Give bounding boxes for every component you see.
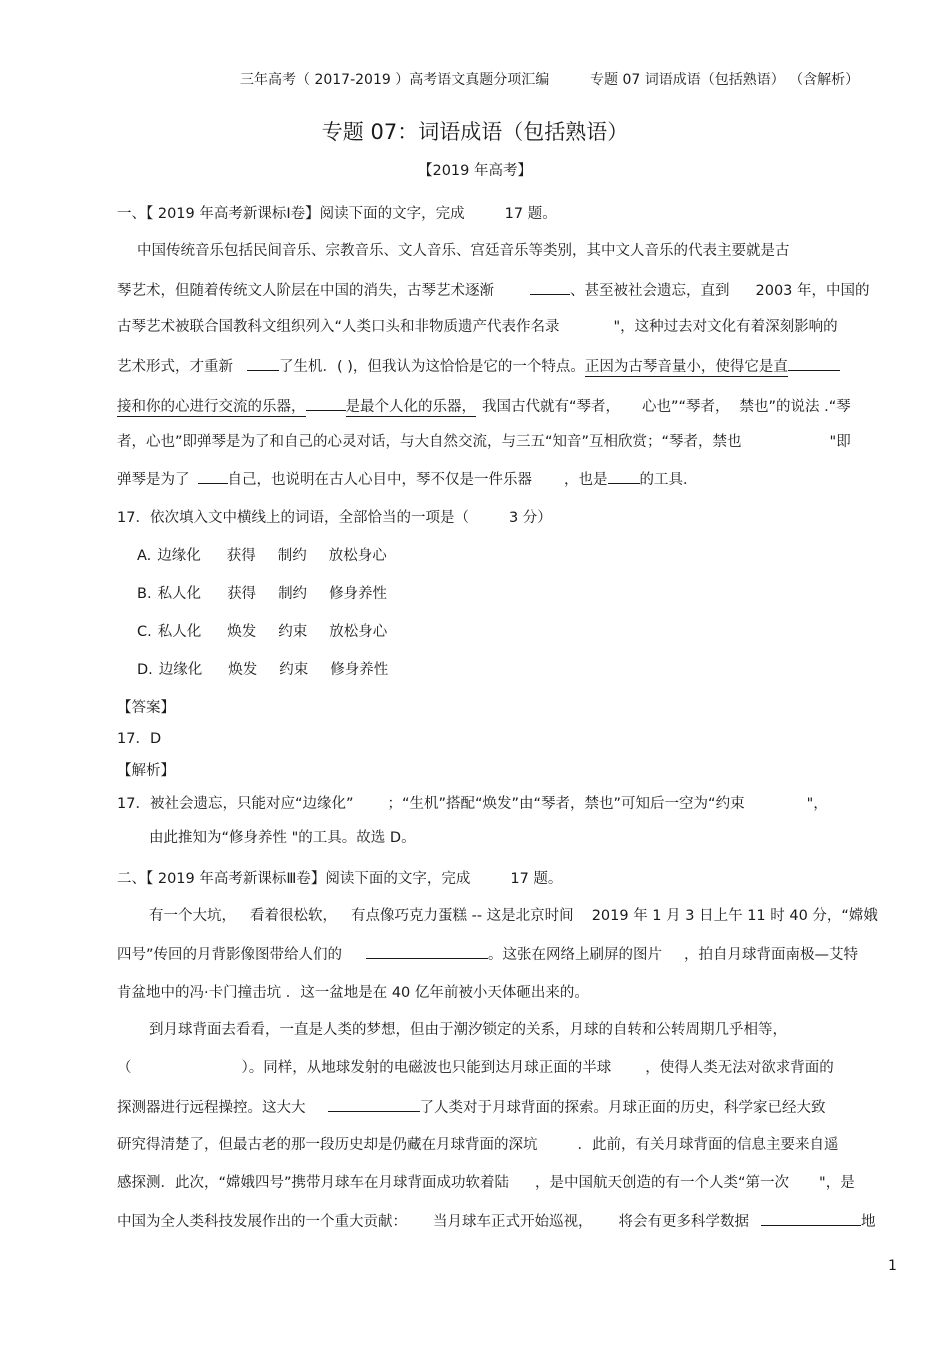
s2-line-8-b: ，是中国航天创造的有一个人类“第一次 (535, 1175, 790, 1191)
option-word: 获得 (226, 548, 256, 564)
s1-line-5-e: 禁也”的说法 .“琴 (739, 399, 851, 415)
s1-line-5-a: 接和你的心进行交流的乐器， (117, 399, 306, 415)
s2-line-6-a: 探测器进行远程操控。这大大 (117, 1100, 306, 1116)
s2-line-1-c: 有点像巧克力蛋糕 -- 这是北京时间 (351, 908, 574, 924)
option-d (137, 660, 388, 680)
option-a (137, 546, 387, 566)
blank-7 (761, 1211, 861, 1226)
s1-line-5 (117, 394, 851, 417)
option-word: 焕发 (227, 624, 257, 640)
option-label: C. (137, 624, 152, 640)
running-header-left: 三年高考（ 2017-2019 ）高考语文真题分项汇编 (240, 72, 550, 88)
s2-line-2 (117, 944, 858, 965)
s1-line-6-b: "即 (829, 434, 851, 450)
answer-heading: 【答案】 (117, 700, 175, 716)
s1-line-4-b: 了生机．( )，但我认为这恰恰是它的一个特点。 (279, 359, 585, 375)
analysis-line-2: 由此推知为“修身养性 "的工具。故选 D。 (149, 830, 416, 846)
option-label: D. (137, 662, 153, 678)
s1-line-7-c: ，也是 (564, 472, 608, 488)
s1-line-1: 中国传统音乐包括民间音乐、宗教音乐、文人音乐、宫廷音乐等类别，其中文人音乐的代表主要就是古 (137, 243, 790, 259)
analysis-heading: 【解析】 (117, 763, 175, 779)
option-word: 边缘化 (158, 662, 203, 678)
option-word: 焕发 (228, 662, 258, 678)
blank-2 (247, 356, 279, 371)
page-number: 1 (888, 1258, 897, 1274)
s2-line-7-a: 研究得清楚了，但最古老的那一段历史却是仍藏在月球背面的深坑 (117, 1137, 538, 1153)
s1-line-3-a: 古琴艺术被联合国教科文组织列入“人类口头和非物质遗产代表作名录 (117, 319, 560, 335)
option-word: 私人化 (157, 624, 202, 640)
analysis-1c: "， (806, 796, 828, 812)
s2-line-1-a: 有一个大坑， (149, 908, 236, 924)
s2-line-1-d: 2019 年 1 月 3 日上午 11 时 40 分，“嫦娥 (591, 908, 878, 924)
s2-line-7 (117, 1135, 839, 1155)
s2-line-8-a: 感探测．此次，“嫦娥四号”携带月球车在月球背面成功软着陆 (117, 1175, 510, 1191)
year-heading: 【2019 年高考】 (417, 163, 532, 179)
question-17-text: 17．依次填入文中横线上的词语，全部恰当的一项是（ (117, 510, 469, 526)
option-word: 边缘化 (157, 548, 201, 564)
s2-line-5 (117, 1058, 834, 1078)
analysis-1b: ；“生机”搭配“焕发”由“琴者，禁也”可知后一空为“约束 (387, 796, 745, 812)
section1-heading-text: 一、【 2019 年高考新课标Ⅰ卷】阅读下面的文字，完成 (117, 206, 465, 222)
s2-line-4: 到月球背面去看看，一直是人类的梦想，但由于潮汐锁定的关系，月球的自转和公转周期几乎相等， (149, 1022, 787, 1038)
option-word: 约束 (278, 624, 308, 640)
analysis-1a: 17．被社会遗忘，只能对应“边缘化” (117, 796, 354, 812)
s2-line-9-d: 地 (861, 1214, 876, 1230)
option-label: A. (137, 548, 152, 564)
option-word: 放松身心 (328, 548, 387, 564)
option-word: 修身养性 (330, 662, 389, 678)
analysis-line-1 (117, 794, 828, 814)
blank-3 (198, 469, 228, 484)
running-header-right: 专题 07 词语成语（包括熟语） （含解析） (590, 72, 860, 88)
s1-line-7 (117, 469, 698, 490)
s2-line-3: 肯盆地中的冯·卡门撞击坑 ．这一盆地是在 40 亿年前被小天体砸出来的。 (117, 985, 589, 1001)
s1-line-6 (117, 432, 851, 452)
s2-line-6-b: 了人类对于月球背面的探索。月球正面的历史，科学家已经大致 (419, 1100, 826, 1116)
s2-line-9 (117, 1211, 876, 1232)
s1-line-2-c: 2003 年，中国的 (755, 283, 870, 299)
question-17 (117, 508, 552, 528)
blank-4 (608, 469, 640, 484)
section1-heading-count: 17 题。 (504, 206, 557, 222)
s2-line-7-b: ．此前，有关月球背面的信息主要来自遥 (577, 1137, 839, 1153)
blank-1 (530, 280, 570, 295)
section2-heading-count: 17 题。 (510, 871, 563, 887)
question-17-score: 3 分） (508, 510, 552, 526)
s2-line-2-c: ，拍自月球背面南极—艾特 (684, 947, 859, 963)
s1-line-7-a: 弹琴是为了 (117, 472, 190, 488)
s1-line-7-b: 自己，也说明在古人心目中，琴不仅是一件乐器 (227, 472, 532, 488)
option-label: B. (137, 586, 152, 602)
s2-line-9-c: 将会有更多科学数据 (618, 1214, 749, 1230)
blank-6 (328, 1097, 420, 1112)
s2-line-6 (117, 1097, 826, 1118)
s1-line-3-b: "，这种过去对文化有着深刻影响的 (613, 319, 838, 335)
s1-line-7-d: 的工具． (639, 472, 698, 488)
s2-line-8 (117, 1173, 855, 1193)
option-word: 制约 (277, 548, 307, 564)
page-title: 专题 07：词语成语（包括熟语） (321, 120, 629, 144)
s2-line-8-c: "，是 (819, 1175, 855, 1191)
section2-heading-text: 二、【 2019 年高考新课标Ⅲ卷】阅读下面的文字，完成 (117, 871, 471, 887)
option-c (137, 622, 387, 642)
option-word: 约束 (279, 662, 309, 678)
option-b (137, 584, 387, 604)
s1-line-4-c: 正因为古琴音量小，使得它是直 (584, 359, 788, 375)
s2-line-9-a: 中国为全人类科技发展作出的一个重大贡献： (117, 1214, 407, 1230)
s1-line-4-a: 艺术形式，才重新 (117, 359, 233, 375)
s2-line-1 (149, 906, 878, 926)
option-word: 放松身心 (329, 624, 388, 640)
option-word: 修身养性 (329, 586, 388, 602)
s1-line-5-b: 是最个人化的乐器， (345, 399, 476, 415)
s1-line-2 (117, 280, 870, 301)
answer: 17．D (117, 731, 162, 747)
option-word: 私人化 (157, 586, 202, 602)
blank-5 (366, 944, 488, 959)
s2-line-5-c: ，使得人类无法对欲求背面的 (645, 1060, 834, 1076)
s1-line-2-a: 琴艺术，但随着传统文人阶层在中国的消失，古琴艺术逐渐 (117, 283, 494, 299)
s2-line-9-b: 当月球车正式开始巡视， (433, 1214, 593, 1230)
s1-line-4 (117, 356, 840, 377)
s1-line-6-a: 者，心也”即弹琴是为了和自己的心灵对话，与大自然交流，与三五“知音”互相欣赏；“琴者，禁也 (117, 434, 742, 450)
s2-line-5-a: （ (117, 1060, 132, 1076)
s2-line-5-b: ）。同样，从地球发射的电磁波也只能到达月球正面的半球 (241, 1060, 612, 1076)
section2-heading (117, 869, 562, 889)
option-word: 制约 (278, 586, 308, 602)
option-word: 获得 (227, 586, 257, 602)
section1-heading (117, 204, 557, 224)
s1-line-2-b: 、甚至被社会遗忘，直到 (570, 283, 730, 299)
s2-line-2-b: 。这张在网络上刷屏的图片 (488, 947, 663, 963)
s1-line-3 (117, 317, 838, 337)
s1-line-5-d: 心也”“琴者， (642, 399, 730, 415)
underline-ext-1 (788, 356, 840, 371)
s1-line-5-c: 我国古代就有“琴者， (482, 399, 621, 415)
s2-line-2-a: 四号”传回的月背影像图带给人们的 (117, 947, 343, 963)
s2-line-1-b: 看着很松软， (250, 908, 337, 924)
